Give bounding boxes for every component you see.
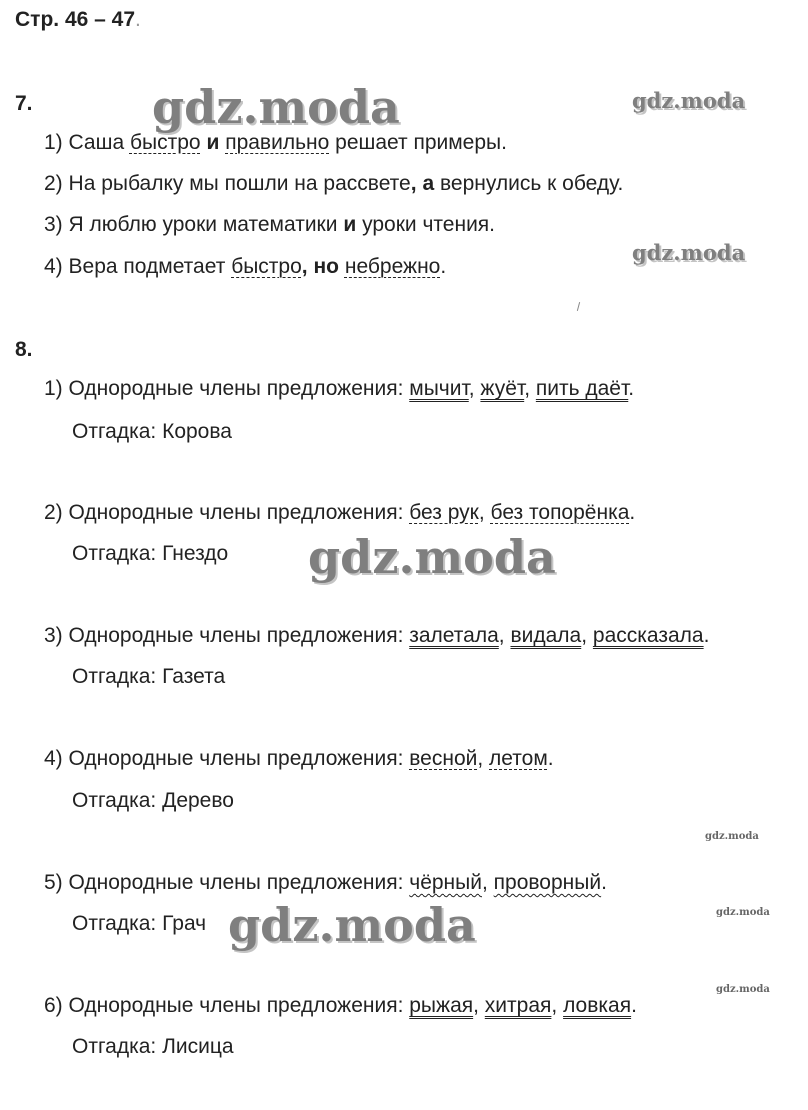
task-8-answer-5: Отгадка: Грач [72, 912, 207, 935]
task-8-answer-4: Отгадка: Дерево [72, 789, 234, 812]
watermark: gdz.moda [152, 80, 400, 134]
task-8-item-2: 2) Однородные члены предложения: без рук, без топорёнка. [44, 501, 636, 524]
task-7-line-1: 1) Саша быстро и правильно решает примеры. [44, 131, 507, 154]
watermark: gdz.moda [632, 88, 746, 113]
watermark: gdz.moda [632, 240, 746, 265]
watermark: gdz.moda [716, 907, 770, 918]
task-8-item-4: 4) Однородные члены предложения: весной, летом. [44, 747, 554, 770]
task-8-item-3: 3) Однородные члены предложения: залетала, видала, рассказала. [44, 624, 710, 647]
watermark: gdz.moda [228, 898, 476, 952]
watermark: gdz.moda [308, 530, 556, 584]
task-8-item-6: 6) Однородные члены предложения: рыжая, хитрая, ловкая. [44, 994, 637, 1017]
stray-mark [577, 302, 580, 311]
task-8-answer-1: Отгадка: Корова [72, 420, 232, 443]
task-8-number: 8. [15, 338, 33, 361]
task-7-number: 7. [15, 92, 33, 115]
task-7-line-3: 3) Я люблю уроки математики и уроки чтения. [44, 213, 496, 236]
watermark: gdz.moda [705, 831, 759, 842]
task-8-item-1: 1) Однородные члены предложения: мычит, жуёт, пить даёт. [44, 377, 635, 400]
task-7-line-2: 2) На рыбалку мы пошли на рассвете, а вернулись к обеду. [44, 172, 624, 195]
task-8-item-5: 5) Однородные члены предложения: чёрный, проворный. [44, 871, 607, 894]
page-header [15, 8, 141, 32]
watermark: gdz.moda [716, 984, 770, 995]
task-7-line-4: 4) Вера подметает быстро, но небрежно. [44, 255, 447, 278]
page-range: Стр. 46 – 47 [15, 8, 136, 31]
task-8-answer-3: Отгадка: Газета [72, 665, 226, 688]
header-dot: . [135, 8, 141, 31]
task-8-answer-6: Отгадка: Лисица [72, 1035, 234, 1058]
task-8-answer-2: Отгадка: Гнездо [72, 542, 229, 565]
